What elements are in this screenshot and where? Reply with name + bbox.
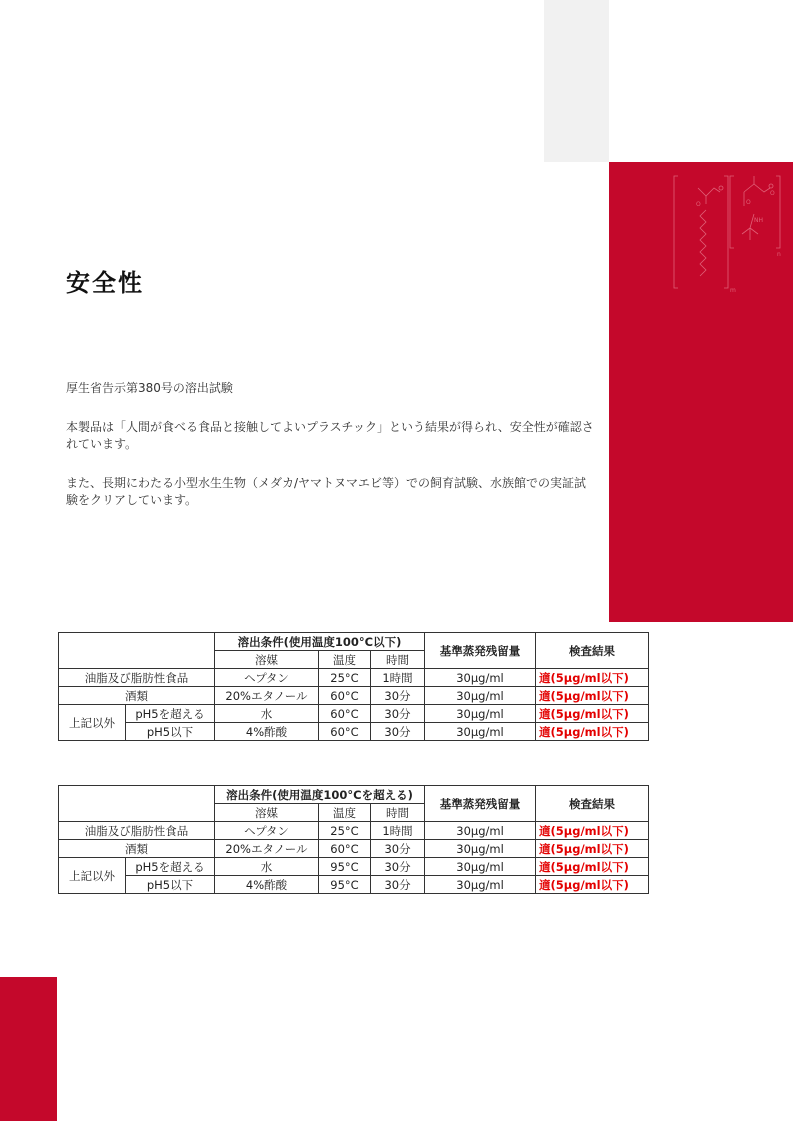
blank-header-cell bbox=[59, 786, 215, 822]
time-cell: 30分 bbox=[371, 876, 425, 894]
residue-cell: 30μg/ml bbox=[425, 840, 536, 858]
result-cell: 適(5μg/ml以下) bbox=[536, 876, 649, 894]
category-cell: 油脂及び脂肪性食品 bbox=[59, 822, 215, 840]
residue-header: 基準蒸発残留量 bbox=[425, 786, 536, 822]
solvent-header: 溶媒 bbox=[215, 651, 319, 669]
result-cell: 適(5μg/ml以下) bbox=[536, 723, 649, 741]
result-cell: 適(5μg/ml以下) bbox=[536, 687, 649, 705]
time-cell: 1時間 bbox=[371, 669, 425, 687]
time-header: 時間 bbox=[371, 651, 425, 669]
category-cell: pH5を超える bbox=[126, 705, 215, 723]
result-cell: 適(5μg/ml以下) bbox=[536, 822, 649, 840]
table-row bbox=[59, 840, 649, 858]
temp-cell: 60°C bbox=[319, 705, 371, 723]
temp-header: 温度 bbox=[319, 651, 371, 669]
elution-test-table-above-100 bbox=[58, 785, 649, 894]
temp-cell: 25°C bbox=[319, 669, 371, 687]
category-cell: 酒類 bbox=[59, 840, 215, 858]
table-row bbox=[59, 822, 649, 840]
category-cell: 酒類 bbox=[59, 687, 215, 705]
time-cell: 30分 bbox=[371, 687, 425, 705]
residue-cell: 30μg/ml bbox=[425, 822, 536, 840]
result-cell: 適(5μg/ml以下) bbox=[536, 840, 649, 858]
page-title: 安全性 bbox=[66, 269, 144, 297]
table-row bbox=[59, 876, 649, 894]
table-header-row bbox=[59, 633, 649, 651]
category-cell: pH5以下 bbox=[126, 876, 215, 894]
chem-o-label: O bbox=[696, 201, 701, 208]
chem-nh-label: NH bbox=[754, 217, 763, 224]
table-row bbox=[59, 687, 649, 705]
solvent-cell: 20%エタノール bbox=[215, 840, 319, 858]
result-header: 検査結果 bbox=[536, 633, 649, 669]
residue-cell: 30μg/ml bbox=[425, 876, 536, 894]
table-row bbox=[59, 858, 649, 876]
result-cell: 適(5μg/ml以下) bbox=[536, 705, 649, 723]
chem-o-label: O bbox=[770, 190, 775, 197]
gray-accent-block bbox=[544, 0, 609, 162]
paragraph-breeding-test: また、長期にわたる小型水生生物（メダカ/ヤマトヌマエビ等）での飼育試験、水族館での実証試験をクリアしています。 bbox=[66, 476, 587, 507]
elution-test-table-below-100 bbox=[58, 632, 649, 741]
condition-header: 溶出条件(使用温度100°Cを超える) bbox=[215, 786, 425, 804]
solvent-cell: 4%酢酸 bbox=[215, 723, 319, 741]
chem-n-subscript: n bbox=[777, 251, 781, 258]
residue-cell: 30μg/ml bbox=[425, 723, 536, 741]
temp-cell: 60°C bbox=[319, 687, 371, 705]
table-row bbox=[59, 669, 649, 687]
result-header: 検査結果 bbox=[536, 786, 649, 822]
time-cell: 30分 bbox=[371, 858, 425, 876]
other-category-cell: 上記以外 bbox=[59, 858, 126, 894]
time-cell: 1時間 bbox=[371, 822, 425, 840]
chemical-structure-icon bbox=[672, 170, 784, 294]
category-cell: pH5以下 bbox=[126, 723, 215, 741]
solvent-cell: ヘプタン bbox=[215, 822, 319, 840]
solvent-cell: ヘプタン bbox=[215, 669, 319, 687]
residue-header: 基準蒸発残留量 bbox=[425, 633, 536, 669]
blank-header-cell bbox=[59, 633, 215, 669]
solvent-cell: 4%酢酸 bbox=[215, 876, 319, 894]
table-row bbox=[59, 723, 649, 741]
table-row bbox=[59, 705, 649, 723]
temp-cell: 95°C bbox=[319, 858, 371, 876]
time-header: 時間 bbox=[371, 804, 425, 822]
result-cell: 適(5μg/ml以下) bbox=[536, 669, 649, 687]
temp-cell: 60°C bbox=[319, 723, 371, 741]
other-category-cell: 上記以外 bbox=[59, 705, 126, 741]
time-cell: 30分 bbox=[371, 723, 425, 741]
residue-cell: 30μg/ml bbox=[425, 858, 536, 876]
temp-cell: 95°C bbox=[319, 876, 371, 894]
solvent-cell: 水 bbox=[215, 705, 319, 723]
result-cell: 適(5μg/ml以下) bbox=[536, 858, 649, 876]
red-bottom-accent bbox=[0, 977, 57, 1121]
solvent-cell: 水 bbox=[215, 858, 319, 876]
solvent-header: 溶媒 bbox=[215, 804, 319, 822]
residue-cell: 30μg/ml bbox=[425, 669, 536, 687]
condition-header: 溶出条件(使用温度100°C以下) bbox=[215, 633, 425, 651]
temp-cell: 25°C bbox=[319, 822, 371, 840]
chem-o-label: O bbox=[746, 199, 751, 206]
time-cell: 30分 bbox=[371, 840, 425, 858]
paragraph-safety-result: 本製品は「人間が食べる食品と接触してよいプラスチック」という結果が得られ、安全性が確認されています。 bbox=[66, 420, 594, 451]
time-cell: 30分 bbox=[371, 705, 425, 723]
residue-cell: 30μg/ml bbox=[425, 687, 536, 705]
solvent-cell: 20%エタノール bbox=[215, 687, 319, 705]
table-header-row bbox=[59, 786, 649, 804]
chem-m-subscript: m bbox=[730, 287, 736, 294]
category-cell: 油脂及び脂肪性食品 bbox=[59, 669, 215, 687]
category-cell: pH5を超える bbox=[126, 858, 215, 876]
paragraph-test-name: 厚生省告示第380号の溶出試験 bbox=[66, 381, 233, 395]
temp-header: 温度 bbox=[319, 804, 371, 822]
residue-cell: 30μg/ml bbox=[425, 705, 536, 723]
temp-cell: 60°C bbox=[319, 840, 371, 858]
